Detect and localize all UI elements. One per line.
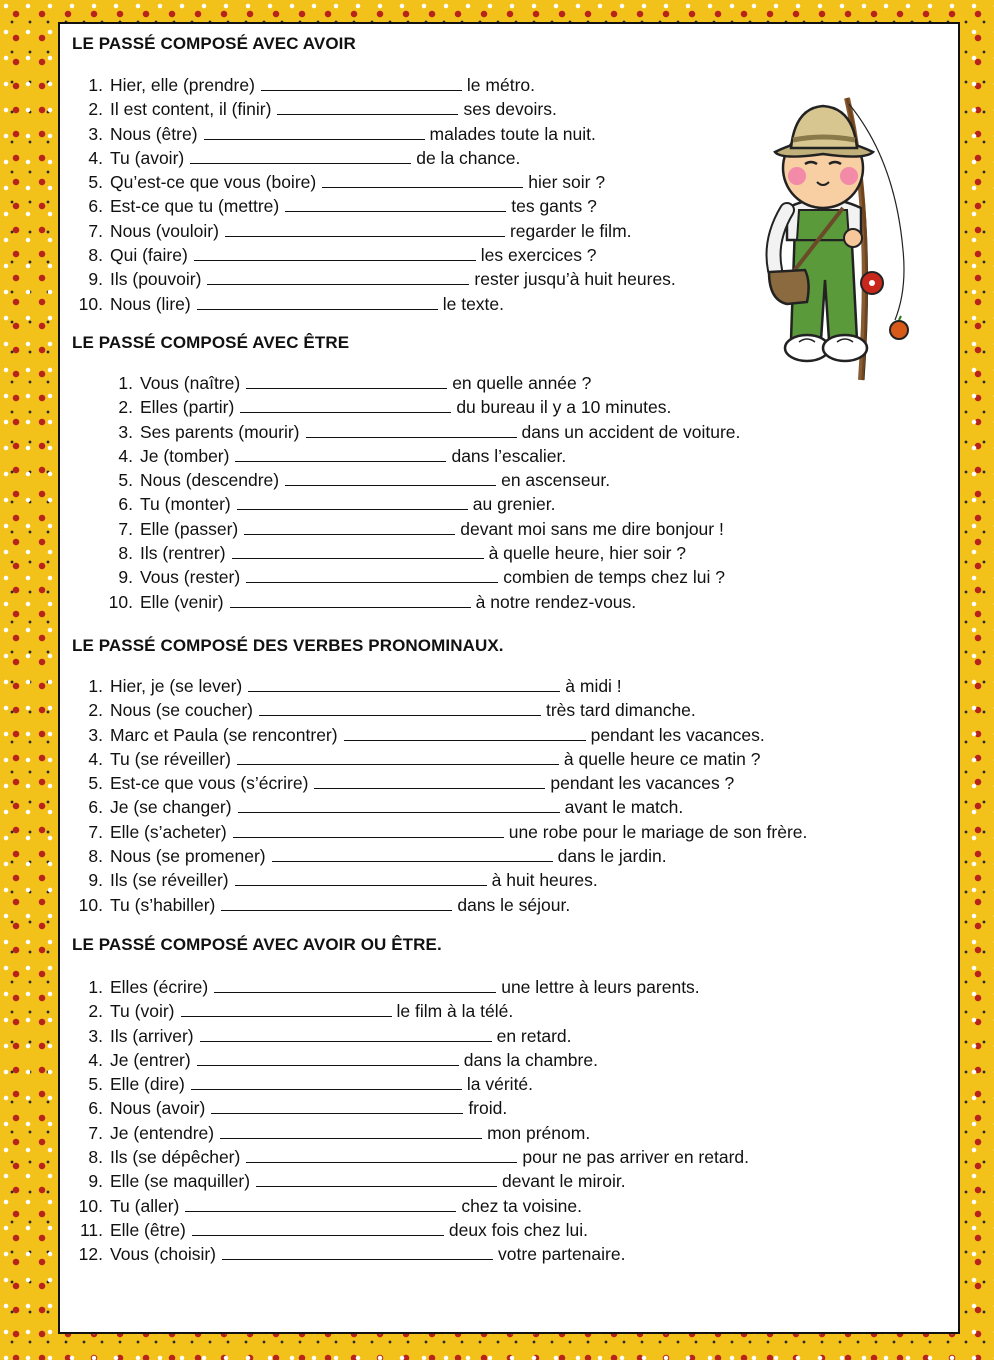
answer-blank[interactable] <box>204 123 425 140</box>
exercise-item: 6. Est-ce que tu (mettre) tes gants ? <box>88 196 597 217</box>
answer-blank[interactable] <box>211 1097 463 1114</box>
exercise-item: 10. Tu (s’habiller) dans le séjour. <box>78 894 571 915</box>
exercise-item: 6. Tu (monter) au grenier. <box>118 494 556 515</box>
answer-blank[interactable] <box>232 542 484 559</box>
exercise-item: 2. Il est content, il (finir) ses devoirs. <box>88 99 557 120</box>
exercise-item: 5. Elle (dire) la vérité. <box>88 1074 534 1095</box>
exercise-item: 3. Ses parents (mourir) dans un accident de voiture. <box>118 421 741 442</box>
exercise-item: 7. Nous (vouloir) regarder le film. <box>88 220 632 241</box>
exercise-item: 5. Nous (descendre) en ascenseur. <box>118 470 611 491</box>
exercise-item: 12. Vous (choisir) votre partenaire. <box>78 1244 626 1265</box>
exercise-item: 9. Ils (pouvoir) rester jusqu’à huit heures. <box>88 269 676 290</box>
answer-blank[interactable] <box>272 845 553 862</box>
exercise-item: 4. Tu (avoir) de la chance. <box>88 147 521 168</box>
exercise-item: 10. Elle (venir) à notre rendez-vous. <box>108 591 637 612</box>
exercise-item: 10. Nous (lire) le texte. <box>78 293 505 314</box>
exercise-item: 10. Tu (aller) chez ta voisine. <box>78 1195 582 1216</box>
answer-blank[interactable] <box>190 147 411 164</box>
exercise-item: 2. Tu (voir) le film à la télé. <box>88 1001 514 1022</box>
answer-blank[interactable] <box>246 1146 517 1163</box>
exercise-item: 4. Je (tomber) dans l’escalier. <box>118 445 567 466</box>
exercise-item: 1. Vous (naître) en quelle année ? <box>118 373 592 393</box>
answer-blank[interactable] <box>246 372 447 389</box>
answer-blank[interactable] <box>285 195 506 212</box>
answer-blank[interactable] <box>233 821 504 838</box>
exercise-item: 8. Qui (faire) les exercices ? <box>88 245 597 266</box>
section-title-pronominaux: LE PASSÉ COMPOSÉ DES VERBES PRONOMINAUX. <box>72 636 504 655</box>
answer-blank[interactable] <box>181 1000 392 1017</box>
answer-blank[interactable] <box>191 1073 462 1090</box>
answer-blank[interactable] <box>197 1049 459 1066</box>
answer-blank[interactable] <box>277 98 458 115</box>
answer-blank[interactable] <box>238 796 560 813</box>
answer-blank[interactable] <box>322 171 523 188</box>
exercise-item: 8. Ils (rentrer) à quelle heure, hier soir ? <box>118 543 687 564</box>
answer-blank[interactable] <box>194 244 476 261</box>
exercise-item: 1. Elles (écrire) une lettre à leurs parents. <box>88 977 700 997</box>
boy-fishing-icon <box>725 90 925 390</box>
answer-blank[interactable] <box>197 293 438 310</box>
answer-blank[interactable] <box>237 748 559 765</box>
answer-blank[interactable] <box>222 1243 493 1260</box>
exercise-item: 8. Ils (se dépêcher) pour ne pas arriver en retard. <box>88 1147 749 1168</box>
answer-blank[interactable] <box>240 396 451 413</box>
exercise-item: 3. Ils (arriver) en retard. <box>88 1025 572 1046</box>
exercise-item: 4. Je (entrer) dans la chambre. <box>88 1049 598 1070</box>
exercise-item: 7. Elle (passer) devant moi sans me dire bonjour ! <box>118 518 724 539</box>
answer-blank[interactable] <box>235 445 446 462</box>
answer-blank[interactable] <box>214 976 496 993</box>
answer-blank[interactable] <box>207 268 469 285</box>
answer-blank[interactable] <box>344 724 586 741</box>
answer-blank[interactable] <box>225 220 505 237</box>
exercise-item: 9. Elle (se maquiller) devant le miroir. <box>88 1171 626 1192</box>
answer-blank[interactable] <box>314 772 545 789</box>
section-title-etre: LE PASSÉ COMPOSÉ AVEC ÊTRE <box>72 333 350 352</box>
answer-blank[interactable] <box>221 894 452 911</box>
answer-blank[interactable] <box>306 421 517 438</box>
answer-blank[interactable] <box>285 469 496 486</box>
exercise-item: 2. Elles (partir) du bureau il y a 10 minutes. <box>118 397 672 418</box>
answer-blank[interactable] <box>220 1122 482 1139</box>
answer-blank[interactable] <box>185 1195 456 1212</box>
answer-blank[interactable] <box>256 1170 497 1187</box>
exercise-item: 7. Je (entendre) mon prénom. <box>88 1122 591 1143</box>
exercise-item: 6. Je (se changer) avant le match. <box>88 797 684 818</box>
answer-blank[interactable] <box>259 699 541 716</box>
exercise-item: 11. Elle (être) deux fois chez lui. <box>79 1219 588 1240</box>
answer-blank[interactable] <box>237 493 468 510</box>
exercise-list-pronominaux <box>74 674 807 917</box>
answer-blank[interactable] <box>248 675 560 692</box>
exercise-list-avoir <box>74 73 676 316</box>
exercise-item: 6. Nous (avoir) froid. <box>88 1098 508 1119</box>
worksheet-page <box>58 22 960 1334</box>
section-title-avoir: LE PASSÉ COMPOSÉ AVEC AVOIR <box>72 34 356 53</box>
exercise-item: 9. Ils (se réveiller) à huit heures. <box>88 870 598 891</box>
answer-blank[interactable] <box>246 566 498 583</box>
exercise-list-etre <box>104 371 740 614</box>
exercise-item: 5. Qu’est-ce que vous (boire) hier soir ? <box>88 172 606 193</box>
answer-blank[interactable] <box>244 518 455 535</box>
exercise-item: 3. Nous (être) malades toute la nuit. <box>88 123 596 144</box>
answer-blank[interactable] <box>235 869 487 886</box>
exercise-item: 5. Est-ce que vous (s’écrire) pendant les vacances ? <box>88 773 735 794</box>
answer-blank[interactable] <box>192 1219 444 1236</box>
exercise-item: 2. Nous (se coucher) très tard dimanche. <box>88 700 696 721</box>
answer-blank[interactable] <box>261 74 462 91</box>
exercise-item: 7. Elle (s’acheter) une robe pour le mariage de son frère. <box>88 821 808 842</box>
answer-blank[interactable] <box>200 1025 492 1042</box>
exercise-item: 1. Hier, elle (prendre) le métro. <box>88 75 535 95</box>
exercise-item: 8. Nous (se promener) dans le jardin. <box>88 846 667 867</box>
exercise-item: 1. Hier, je (se lever) à midi ! <box>88 676 622 696</box>
exercise-item: 4. Tu (se réveiller) à quelle heure ce matin ? <box>88 748 761 769</box>
answer-blank[interactable] <box>230 591 471 608</box>
section-title-avoir-ou-etre: LE PASSÉ COMPOSÉ AVEC AVOIR OU ÊTRE. <box>72 935 442 954</box>
exercise-item: 9. Vous (rester) combien de temps chez lui ? <box>118 567 725 588</box>
exercise-item: 3. Marc et Paula (se rencontrer) pendant les vacances. <box>88 724 765 745</box>
exercise-list-avoir-ou-etre <box>74 975 749 1267</box>
